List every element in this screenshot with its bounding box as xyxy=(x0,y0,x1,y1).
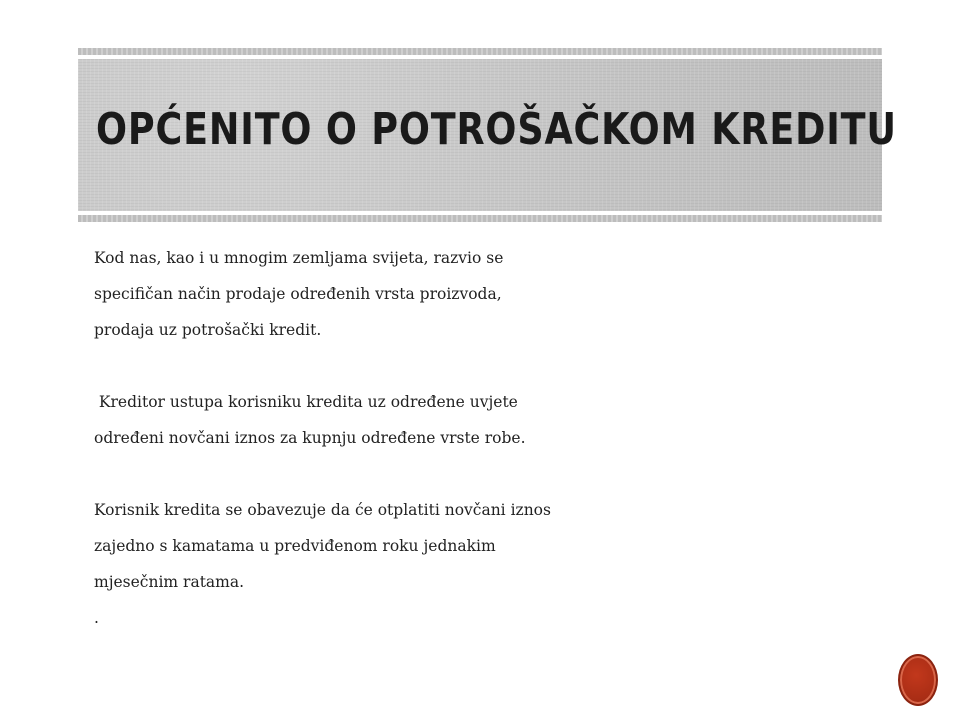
paragraph-line: prodaja uz potrošački kredit. xyxy=(94,321,322,339)
paragraph-spacer xyxy=(94,351,714,387)
title-banner-top-edge xyxy=(78,48,882,55)
paragraph-line: određeni novčani iznos za kupnju određene vrste robe. xyxy=(94,429,526,447)
paragraph-line: Korisnik kredita se obavezuje da će otplatiti novčani iznos xyxy=(94,501,551,519)
paragraph-line: Kreditor ustupa korisniku kredita uz određene uvjete xyxy=(94,393,518,411)
paragraph-line: . xyxy=(94,609,99,627)
paragraph-line: zajedno s kamatama u predviđenom roku jednakim xyxy=(94,537,496,555)
paragraph-spacer xyxy=(94,459,714,495)
paragraph-line: specifičan način prodaje određenih vrsta proizvoda, xyxy=(94,285,502,303)
title-banner-bottom-edge xyxy=(78,215,882,222)
paragraph-line: mjesečnim ratama. xyxy=(94,573,245,591)
paragraph-line: Kod nas, kao i u mnogim zemljama svijeta, razvio se xyxy=(94,249,504,267)
paragraph-1 xyxy=(94,243,714,351)
slide-title: OPĆENITO O POTROŠAČKOM KREDITU xyxy=(96,104,897,155)
slide-body xyxy=(94,243,714,639)
title-banner xyxy=(78,48,897,222)
paragraph-2 xyxy=(94,387,714,459)
paragraph-3 xyxy=(94,495,714,639)
title-banner-top-gap xyxy=(78,55,882,59)
page-number-badge xyxy=(898,654,938,706)
